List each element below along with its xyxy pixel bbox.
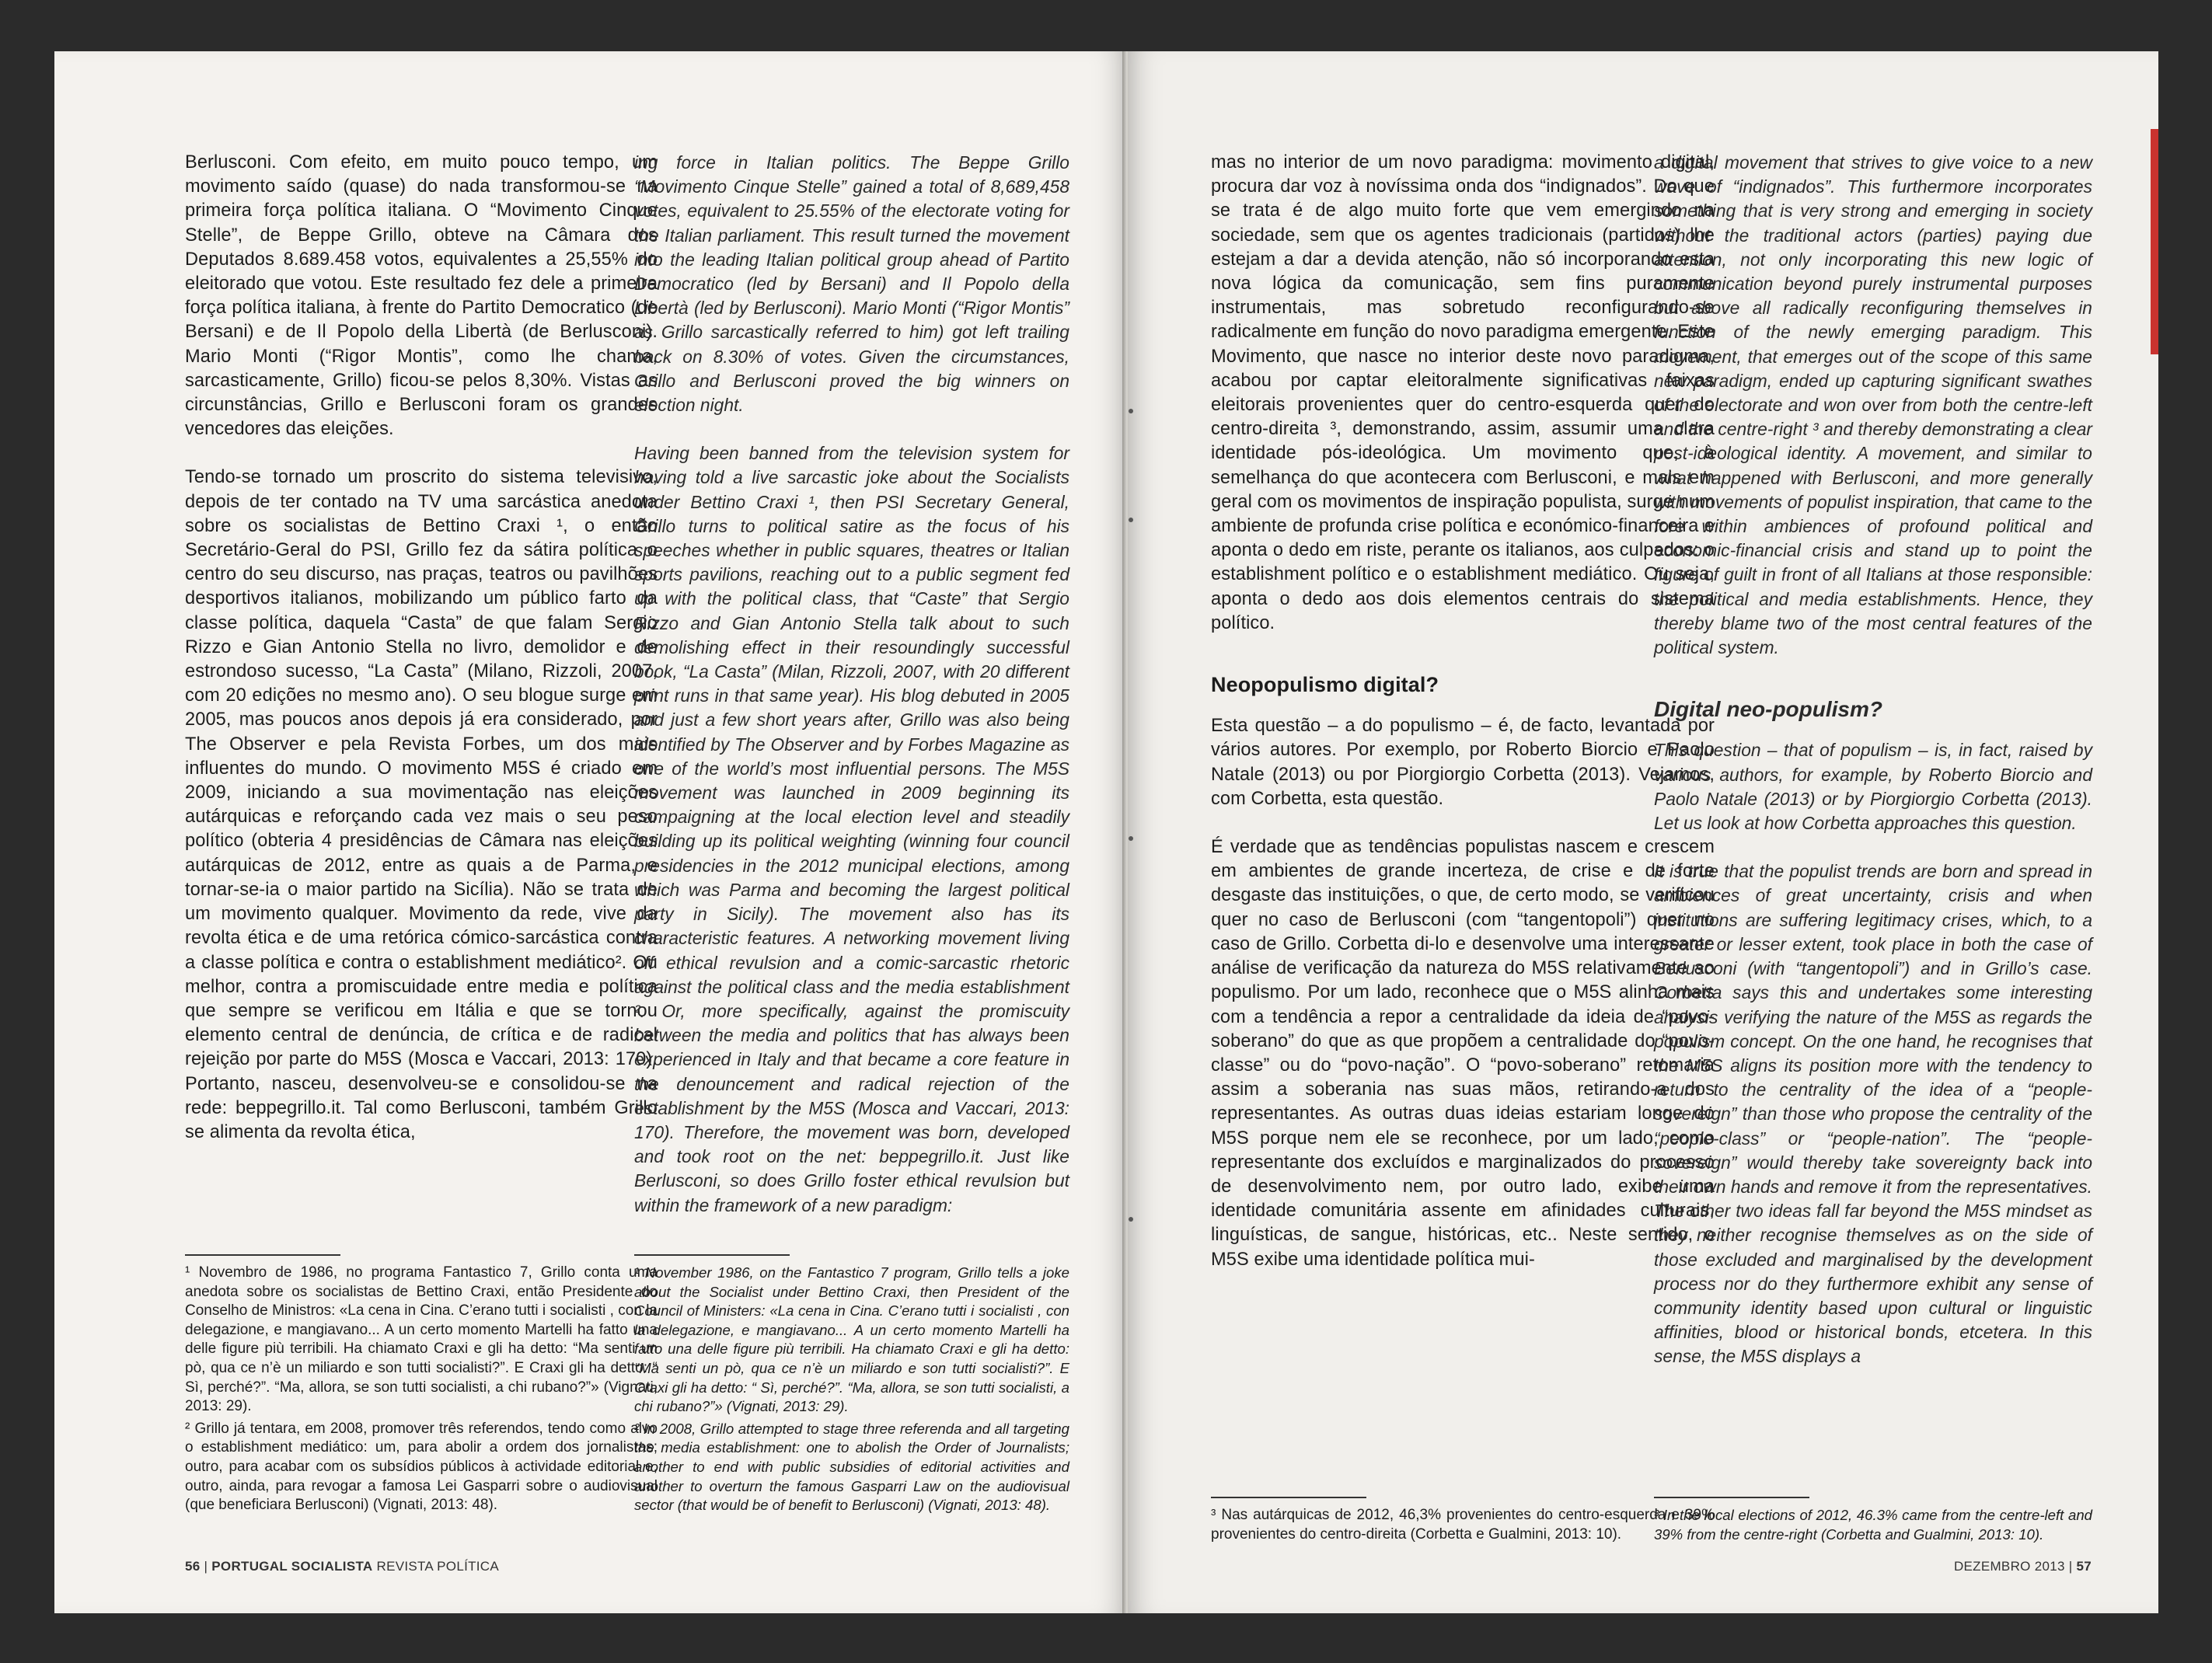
footnote-rule xyxy=(1211,1497,1366,1498)
gutter-mark xyxy=(1129,1217,1133,1222)
left-en-footnote-2: ² In 2008, Grillo attempted to stage three referenda and all targeting the media establishment: one to abolish the Order of Journalists; another to end with public subsidies of editorial activities and another to overturn the famous Gasparri Law on the audiovisual sector (that would be of benefit to Berlusconi) (Vignati, 2013: 48). xyxy=(634,1420,1069,1514)
left-pt-paragraph-2: Tendo-se tornado um proscrito do sistema televisivo, depois de ter contado na TV uma sarcástica anedota sobre os socialistas de Bettino Craxi ¹, o então Secretário-Geral do PSI, Grillo fez da sátira política o centro do seu discurso, nas praças, teatros ou pavilhões desportivos italianos, mobilizando um público farto da classe política, daquela “Casta” de que falam Sergio Rizzo e Gian Antonio Stella no livro, demolidor e de estrondoso sucesso, “La Casta” (Milano, Rizzoli, 2007, com 20 edições no mesmo ano). O seu blogue surge em 2005, mas poucos anos depois já era considerado, por The Observer e pela Revista Forbes, um dos mais influentes do mundo. O movimento M5S é criado em 2009, iniciando a sua movimentação nas eleições autárquicas e reforçando cada vez mais o seu peso político (obteria 4 presidências de Câmara nas eleições autárquicas de 2012, entre as quais a de Parma, e tornar-se-ia o maior partido na Sicília). Não se trata de um movimento qualquer. Movimento da rede, vive da revolta ética e de uma retórica cómico-sarcástica contra a classe política e contra o establishment mediático². Ou melhor, contra a promiscuidade entre media e política que sempre se verificou em Itália e que se tornou elemento central de denúncia, de crítica e de radical rejeição por parte do M5S (Mosca e Vaccari, 2013: 170). Portanto, nasceu, desenvolveu-se e consolidou-se na rede: beppegrillo.it. Tal como Berlusconi, também Grillo se alimenta da revolta ética, xyxy=(185,467,658,1142)
left-pt-paragraph-1: Berlusconi. Com efeito, em muito pouco tempo, um movimento saído (quase) do nada transformou-se na primeira força política italiana. O “Movimento Cinque Stelle”, de Beppe Grillo, obteve na Câmara dos Deputados 8.689.458 votos, equivalentes a 25,55% do eleitorado que votou. Este resultado fez dele a primeira força política italiana, à frente do Partito Democratico (de Bersani) e de Il Popolo della Libertà (de Berlusconi). Mario Monti (“Rigor Montis”, como lhe chama, sarcasticamente, Grillo) ficou-se pelos 8,30%. Vistas as circunstâncias, Grillo e Berlusconi foram os grandes vencedores das eleições. xyxy=(185,152,658,440)
right-pt-paragraph-1: mas no interior de um novo paradigma: movimento digital, procura dar voz à novíssima onda dos “indignados”. Do que se trata é de algo muito forte que vem emergindo na sociedade, sem que os agentes tradicionais (partidos) lhe estejam a dar a devida atenção, não só incorporando esta nova lógica da comunicação, sem fins puramente instrumentais, mas sobretudo reconfigurando-se radicalmente em função do novo paradigma emergente. Este Movimento, que nasce no interior deste novo paradigma, acabou por captar eleitoralmente significativas faixas eleitorais provenientes quer do centro-esquerda quer do centro-direita ³, demonstrando, assim, assumir uma clara identidade pós-ideológica. Um movimento que, à semelhança do que acontecera com Berlusconi, e mais em geral com os movimentos de inspiração populista, surge num ambiente de profunda crise política e económico-financeira e aponta o dedo em riste, perante os italianos, aos culpados: o establishment político e o establishment mediático. Ou seja, aponta o dedo aos dois elementos centrais do sistema político. xyxy=(1211,152,1715,633)
right-en-column xyxy=(1654,151,2092,1393)
left-page xyxy=(54,51,1125,1613)
left-pt-footnote-2: ² Grillo já tentara, em 2008, promover três referendos, tendo como alvo o establishment mediático: um, para abolir a ordem dos jornalistas; outro, para acabar com os subsídios públicos à actividade editorial e, outro, ainda, para revogar a famosa Lei Gasparri sobre o audiovisual (que beneficiara Berlusconi) (Vignati, 2013: 48). xyxy=(185,1420,658,1514)
gutter-mark xyxy=(1129,518,1133,522)
right-pt-footnotes xyxy=(1211,1497,1715,1547)
left-pt-footnote-1: ¹ Novembro de 1986, no programa Fantastico 7, Grillo conta uma anedota sobre os socialistas de Bettino Craxi, então Presidente do Conselho de Ministros: «La cena in Cina. C’erano tutti i socialisti , con la delegazione, e mangiavano... A un certo momento Martelli ha fatto una delle figure più terribili. Ha chiamato Craxi e gli ha detto: “Ma senti un pò, qua ce n’è un miliardo e son tutti socialisti?”. E Craxi gli ha detto: “ Sì, perché?”. “Ma, allora, se son tutti socialisti, a chi rubano?”» (Vignati, 2013: 29). xyxy=(185,1264,658,1415)
folio-separator: | xyxy=(2064,1559,2077,1574)
page-edge-color-mark xyxy=(2151,129,2158,354)
gutter-mark xyxy=(1129,836,1133,841)
right-pt-paragraph-3: É verdade que as tendências populistas nascem e crescem em ambientes de grande incerteza, de crise e de forte desgaste das instituições, o que, de certo modo, se verificou quer no caso de Berlusconi (com “tangentopoli”) quer no caso de Grillo. Corbetta di-lo e desenvolve uma interessante análise de verificação da natureza do M5S relativamente ao populismo. Por um lado, reconhece que o M5S alinha mais com a tendência a repor a centralidade da ideia de “povo-soberano” do que as que propõem a centralidade do “povo-classe” ou do “povo-nação”. O “povo-soberano” retomaria assim a soberania nas suas mãos, retirando-a dos representantes. As outras duas ideias estariam longe do M5S porque nem ele se reconhece, por um lado, como representante dos excluídos e marginalizados do processo de desenvolvimento nem, por outro lado, exibe uma identidade comunitária assente em afinidades culturais, linguísticas, de sangue, históricas, etc.. Neste sentido, o M5S exibe uma identidade política mui- xyxy=(1211,837,1715,1270)
right-folio xyxy=(1954,1559,2092,1574)
right-pt-paragraph-2: Esta questão – a do populismo – é, de facto, levantada por vários autores. Por exemplo, por Roberto Biorcio e Paolo Natale (2013) ou por Piorgiorgio Corbetta (2013). Vejamos, com Corbetta, esta questão. xyxy=(1211,716,1715,809)
right-pt-footnote-3: ³ Nas autárquicas de 2012, 46,3% provenientes do centro-esquerda e 39% provenientes do centro-direita (Corbetta e Gualmini, 2013: 10). xyxy=(1211,1507,1715,1543)
left-pt-column xyxy=(185,151,658,1169)
right-en-paragraph-1: a digital movement that strives to give voice to a new wave of “indignados”. This furthermore incorporates something that is very strong and emerging in society without the traditional actors (parties) paying due attention, not only incorporating this new logic of communication beyond purely instrumental purposes but above all radically reconfiguring themselves in function of the newly emerging paradigm. This movement, that emerges out of the scope of this same new paradigm, ended up capturing significant swathes of the electorate and won over from both the centre-left and the centre-right ³ and thereby demonstrating a clear post-ideological identity. A movement, and similar to what happened with Berlusconi, and more generally with movements of populist inspiration, that came to the fore within ambiences of profound political and economic-financial crisis and stand up to point the figure of guilt in front of all Italians at those responsible: the political and media establishments. Hence, they thereby blame two of the most central features of the political system. xyxy=(1654,152,2092,658)
footnote-rule xyxy=(1654,1497,1809,1498)
right-pt-column xyxy=(1211,151,1715,1296)
left-en-footnotes xyxy=(634,1254,1069,1518)
section-heading-en: Digital neo-populism? xyxy=(1654,697,1882,722)
right-en-paragraph-3: It is true that the populist trends are born and spread in ambiences of great uncertainty, crisis and when institutions are suffering legitimacy crises, which, to a greater or lesser extent, took place in both the case of Berlusconi (with “tangentopoli”) and in Grillo’s case. Corbetta says this and undertakes some interesting analysis verifying the nature of the M5S as regards the populism concept. On the one hand, he recognises that the M5S aligns its position more with the tendency to return to the centrality of the idea of a “people-sovereign” than those who propose the centrality of the “people-class” or “people-nation”. The “people-sovereign” would thereby take sovereignty back into their own hands and remove it from the representatives. The other two ideas fall far beyond the M5S mindset as they neither recognise themselves as on the side of those excluded and marginalised by the development process nor do they furthermore exhibit any sense of community identity based upon cultural or linguistic affinities, blood or historical bonds, etcetera. In this sense, the M5S displays a xyxy=(1654,861,2092,1367)
publication-title: PORTUGAL SOCIALISTA xyxy=(211,1559,373,1574)
right-en-footnote-3: ³ In the local elections of 2012, 46.3% came from the centre-left and 39% from the centre-right (Corbetta and Gualmini, 2013: 10). xyxy=(1654,1507,2092,1543)
right-en-paragraph-2: This question – that of populism – is, in fact, raised by various authors, for example, by Roberto Biorcio and Paolo Natale (2013) or by Piorgiorgio Corbetta (2013). Let us look at how Corbetta approaches this question. xyxy=(1654,740,2092,834)
gutter-mark xyxy=(1129,409,1133,413)
left-pt-footnotes xyxy=(185,1254,658,1518)
section-heading-pt: Neopopulismo digital? xyxy=(1211,673,1439,697)
right-page xyxy=(1129,51,2158,1613)
issue-date: DEZEMBRO 2013 xyxy=(1953,1559,2065,1574)
page-number: 56 xyxy=(185,1559,201,1574)
right-en-footnotes xyxy=(1654,1497,2092,1547)
left-en-column xyxy=(634,151,1069,1242)
left-folio xyxy=(185,1559,499,1574)
footnote-rule xyxy=(185,1254,340,1256)
footnote-rule xyxy=(634,1254,790,1256)
folio-separator: | xyxy=(200,1559,212,1574)
left-en-footnote-1: ¹ November 1986, on the Fantastico 7 program, Grillo tells a joke about the Socialist under Bettino Craxi, then President of the Council of Ministers: «La cena in Cina. C’erano tutti i socialisti , con la delegazione, e mangiavano... A un certo momento Martelli ha fatto una delle figure più terribili. Ha chiamato Craxi e gli ha detto: “Ma senti un pò, qua ce n’è un miliardo e son tutti socialisti?”. E Craxi gli ha detto: “ Sì, perché?”. “Ma, allora, se son tutti socialisti, a chi rubano?”» (Vignati, 2013: 29). xyxy=(634,1264,1069,1415)
left-en-paragraph-1: ing force in Italian politics. The Beppe Grillo “Movimento Cinque Stelle” gained a total of 8,689,458 votes, equivalent to 25.55% of the electorate voting for the Italian parliament. This result turned the movement into the leading Italian political group ahead of Partito Democratico (led by Bersani) and Il Popolo della Libertà (led by Berlusconi). Mario Monti (“Rigor Montis” as Grillo sarcastically referred to him) got left trailing back on 8.30% of votes. Given the circumstances, Grillo and Berlusconi proved the big winners on election night. xyxy=(634,152,1069,416)
page-number: 57 xyxy=(2076,1559,2092,1574)
left-en-paragraph-2: Having been banned from the television system for having told a live sarcastic joke about the Socialists under Bettino Craxi ¹, then PSI Secretary General, Grillo turns to political satire as the focus of his speeches whether in public squares, theatres or Italian sports pavilions, reaching out to a public segment fed up with the political class, that “Caste” that Sergio Rizzo and Gian Antonio Stella talk about to such demolishing effect in their resoundingly successful book, “La Casta” (Milan, Rizzoli, 2007, with 20 different print runs in that same year). His blog debuted in 2005 and just a few short years after, Grillo was also being identified by The Observer and by Forbes Magazine as one of the world’s most influential persons. The M5S movement was launched in 2009 beginning its campaigning at the local election level and steadily building up its political weighting (winning four council presidencies in the 2012 municipal elections, among which was Parma and becoming the largest political party in Sicily). The movement also has its characteristic features. A networking movement living off ethical revulsion and a comic-sarcastic rhetoric against the political class and the media establishment ². Or, more specifically, against the promiscuity between the media and politics that has always been experienced in Italy and that became a core feature in the denouncement and radical rejection of the establishment by the M5S (Mosca and Vaccari, 2013: 170). Therefore, the movement was born, developed and took root on the net: beppegrillo.it. Just like Berlusconi, so does Grillo foster ethical revulsion but within the framework of a new paradigm: xyxy=(634,443,1069,1215)
publication-subtitle: REVISTA POLÍTICA xyxy=(372,1559,500,1574)
